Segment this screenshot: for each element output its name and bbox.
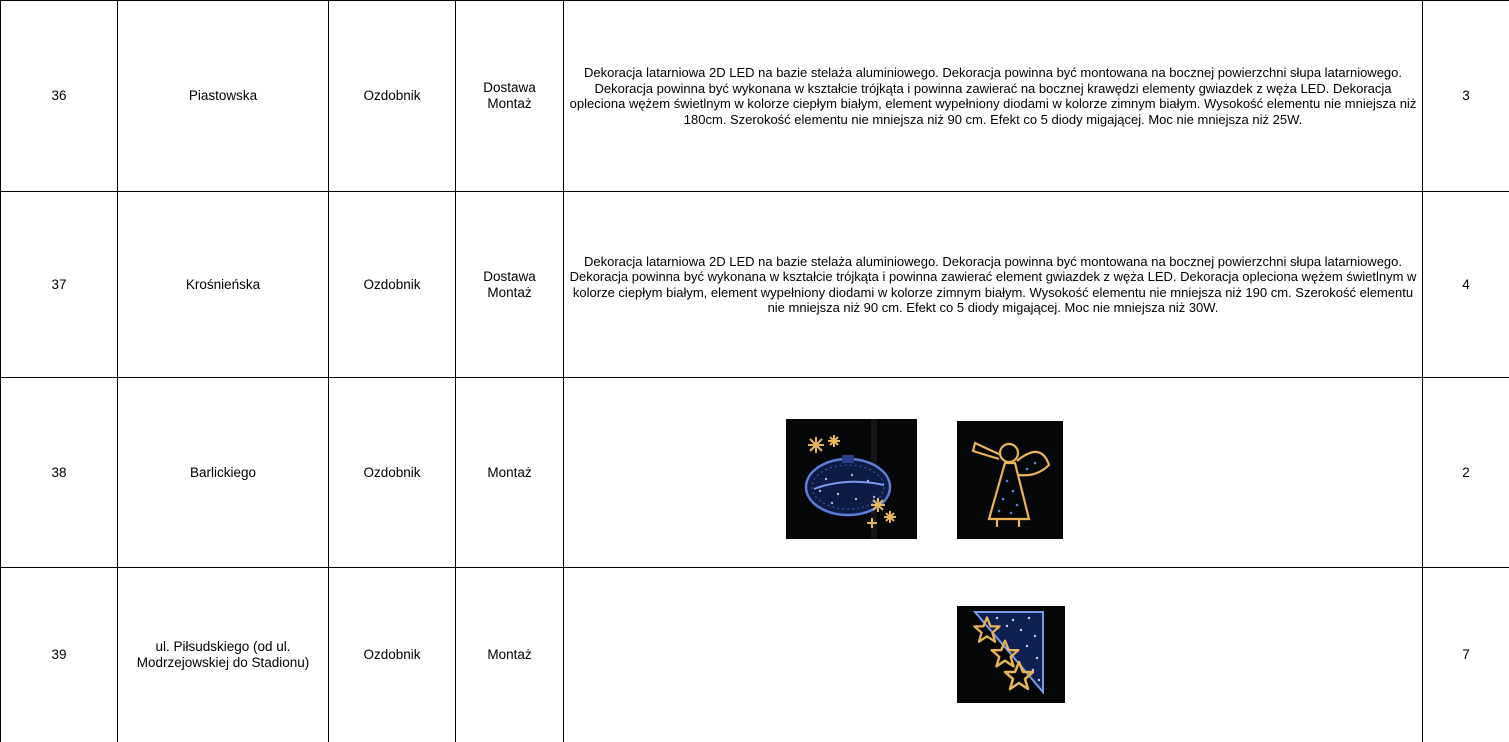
triangle-stars-decoration-image [957,606,1065,703]
table-row-type: Ozdobnik [363,647,421,662]
table-row-street: Krośnieńska [185,276,261,292]
table-row-service: Dostawa Montaż [483,268,536,300]
table-row-street: Barlickiego [189,464,257,480]
table-row-number: 39 [51,647,67,662]
table-row-description: Dekoracja latarniowa 2D LED na bazie stelaża aluminiowego. Dekoracja powinna być montowana na bocznej powierzchni słupa latarniowego. Dekoracja powinna być wykonana w kształcie trójkąta i powinna zawierać element gwiazdek z węża LED. Dekoracja opleciona wężem świetlnym w kolorze ciepłym białym, element wypełniony diodami w kolorze zimnym białym. Wysokość elementu nie mniejsza niż 190 cm. Szerokość elementu nie mniejsza niż 90 cm. Efekt co 5 diody migającej. Moc nie mniejsza niż 30W. [569,253,1417,315]
angel-decoration-image [957,421,1063,539]
table-row-street: Piastowska [188,88,258,103]
table-row-quantity: 2 [1462,464,1470,480]
table-row-quantity: 3 [1462,88,1470,103]
table-row-number: 37 [51,276,67,292]
table-row-quantity: 7 [1462,647,1470,662]
table-row-type: Ozdobnik [363,276,421,292]
table-row-description: Dekoracja latarniowa 2D LED na bazie stelaża aluminiowego. Dekoracja powinna być montowana na bocznej powierzchni słupa latarniowego. Dekoracja powinna być wykonana w kształcie trójkąta i powinna zawierać na bocznej krawędzi elementy gwiazdek z węża LED. Dekoracja opleciona wężem świetlnym w kolorze ciepłym białym, element wypełniony diodami w kolorze zimnym białym. Wysokość elementu nie mniejsza niż 180cm. Szerokość elementu nie mniejsza niż 90 cm. Efekt co 5 diody migającej. Moc nie mniejsza niż 25W. [569,65,1417,127]
table-row-quantity: 4 [1462,276,1470,292]
table-row-type: Ozdobnik [363,88,421,103]
bauble-decoration-image [786,419,917,539]
table-row-service: Dostawa Montaż [483,80,536,111]
table-row-street: ul. Piłsudskiego (od ul. Modrzejowskiej do Stadionu) [136,639,310,670]
table-row-type: Ozdobnik [363,464,421,480]
table-row-service: Montaż [487,464,532,480]
table-row-service: Montaż [487,647,532,662]
table-row-number: 38 [51,464,67,480]
table-row-number: 36 [51,88,67,103]
